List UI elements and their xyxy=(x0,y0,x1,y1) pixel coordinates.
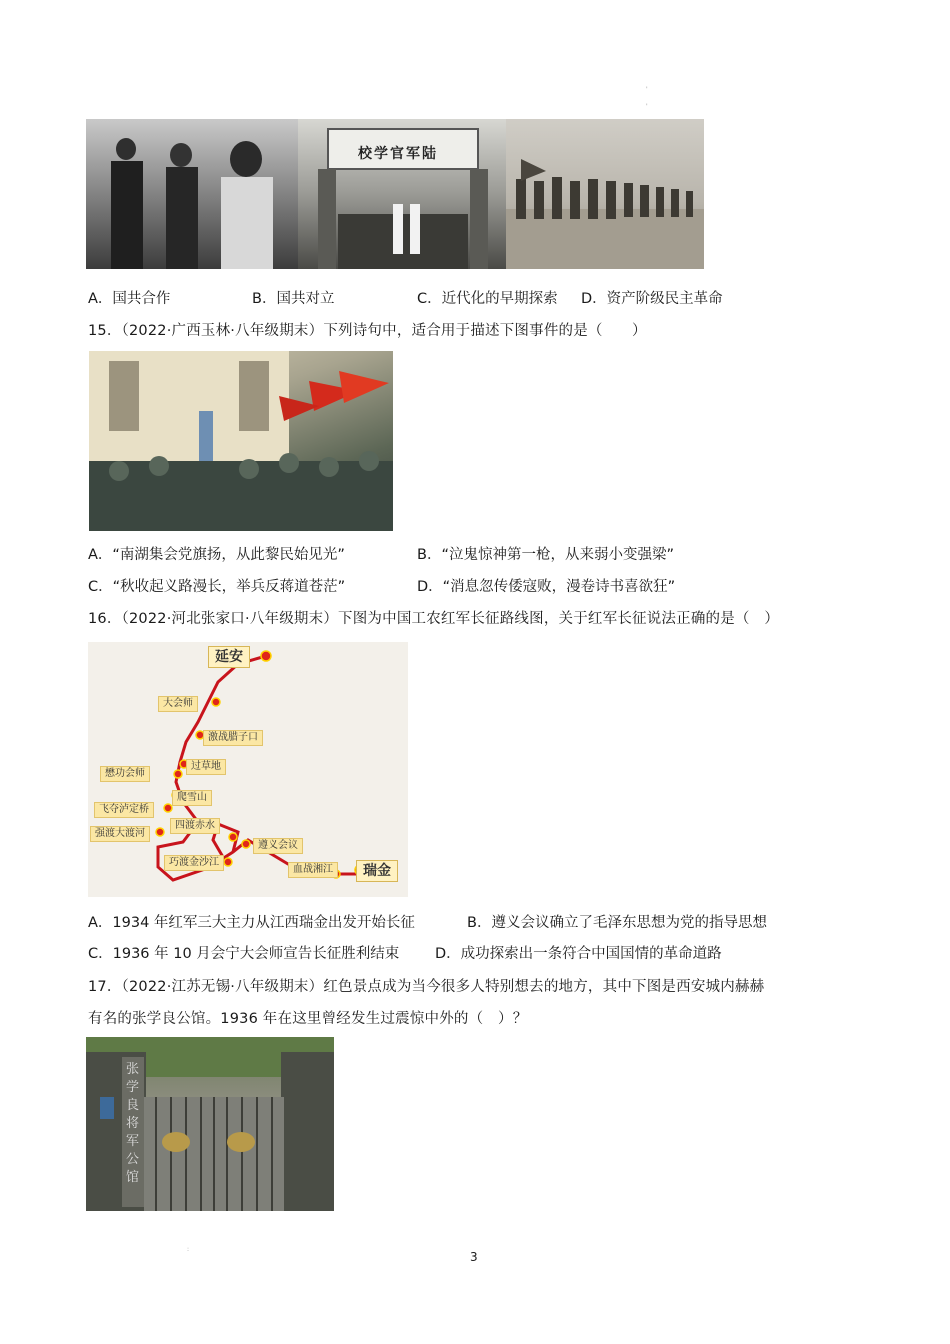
map-label-xueshan: 爬雪山 xyxy=(172,790,212,806)
q15-option-a[interactable]: A．“南湖集会党旗扬，从此黎民始见光” xyxy=(88,547,345,563)
q15-option-c[interactable]: C．“秋收起义路漫长，举兵反蒋道苍茫” xyxy=(88,579,346,595)
q14-option-d[interactable]: D．资产阶级民主革命 xyxy=(581,291,723,307)
map-label-maogong: 懋功会师 xyxy=(100,766,150,782)
map-label-ruijin: 瑞金 xyxy=(356,860,398,882)
q15-option-b[interactable]: B．“泣鬼惊神第一枪，从来弱小变强梁” xyxy=(417,547,674,563)
q14-option-a[interactable]: A．国共合作 xyxy=(88,291,171,307)
photo-kmt-ccp-leaders xyxy=(86,119,298,269)
photo-zhang-xueliang-mansion xyxy=(86,1037,334,1211)
top-mark-2: ' xyxy=(646,103,648,110)
q16-stem: 16．（2022·河北张家口·八年级期末）下图为中国工农红军长征路线图，关于红军长征说法正确的是（ ） xyxy=(88,611,780,627)
map-label-dahuishi: 大会师 xyxy=(158,696,198,712)
zunyi-dot xyxy=(242,840,250,848)
jinshajiang-dot xyxy=(224,858,232,866)
ludingqiao-dot xyxy=(164,804,172,812)
q15-stem: 15．（2022·广西玉林·八年级期末）下列诗句中，适合用于描述下图事件的是（ ） xyxy=(88,323,647,339)
map-label-daduhe: 强渡大渡河 xyxy=(90,826,150,842)
map-label-lazikou: 激战腊子口 xyxy=(203,730,263,746)
photo-troops-illustration xyxy=(506,119,704,269)
bottom-mark: : xyxy=(187,1246,190,1253)
mansion-gate-illustration xyxy=(86,1037,334,1211)
daduhe-dot xyxy=(156,828,164,836)
academy-sign: 校学官军陆 xyxy=(358,146,438,162)
photo-nanchang-uprising-painting xyxy=(89,351,393,531)
map-label-chishui: 四渡赤水 xyxy=(170,818,220,834)
photo-whampoa-academy xyxy=(298,119,506,269)
long-march-map xyxy=(88,642,408,897)
mansion-sign: 张学良将军公馆 xyxy=(126,1062,140,1185)
q14-option-b[interactable]: B．国共对立 xyxy=(252,291,335,307)
map-label-yanan: 延安 xyxy=(208,646,250,668)
q16-option-d[interactable]: D．成功探索出一条符合中国国情的革命道路 xyxy=(435,946,722,962)
top-mark: ' xyxy=(646,86,648,93)
map-label-xiangjiang: 血战湘江 xyxy=(288,862,338,878)
chishui-dot xyxy=(229,833,237,841)
maogong-dot xyxy=(174,770,182,778)
yanan-dot xyxy=(261,651,271,661)
q14-option-c[interactable]: C．近代化的早期探索 xyxy=(417,291,558,307)
photo-figures-illustration xyxy=(86,119,298,269)
q15-option-d[interactable]: D．“消息忽传倭寇败，漫卷诗书喜欲狂” xyxy=(417,579,676,595)
q17-stem-line1: 17．（2022·江苏无锡·八年级期末）红色景点成为当今很多人特别想去的地方，其中下图是西安城内赫赫 xyxy=(88,979,765,995)
q17-stem-line2: 有名的张学良公馆。1936 年在这里曾经发生过震惊中外的（ ）？ xyxy=(88,1011,528,1027)
dahuishi-dot xyxy=(212,698,220,706)
map-label-ludingqiao: 飞夺泸定桥 xyxy=(94,802,154,818)
q16-option-a[interactable]: A．1934 年红军三大主力从江西瑞金出发开始长征 xyxy=(88,915,415,931)
q16-option-b[interactable]: B．遵义会议确立了毛泽东思想为党的指导思想 xyxy=(467,915,767,931)
map-label-caodi: 过草地 xyxy=(186,759,226,775)
map-label-jinshajiang: 巧渡金沙江 xyxy=(164,855,224,871)
q16-option-c[interactable]: C．1936 年 10 月会宁大会师宣告长征胜利结束 xyxy=(88,946,400,962)
map-label-zunyi: 遵义会议 xyxy=(253,838,303,854)
photo-gate-illustration xyxy=(298,119,506,269)
painting-illustration xyxy=(89,351,393,531)
photo-marching-troops xyxy=(506,119,704,269)
page-number: 3 xyxy=(470,1250,478,1264)
